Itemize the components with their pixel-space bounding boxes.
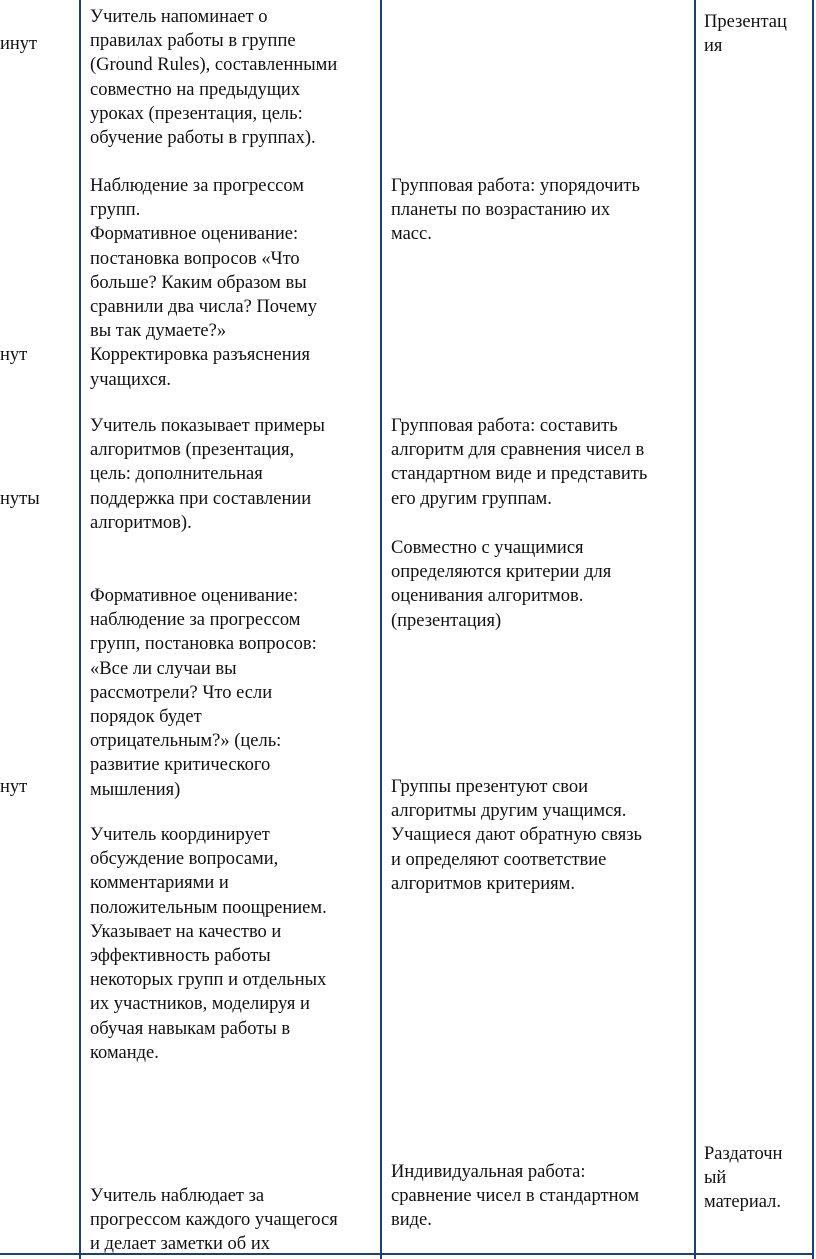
teacher-activity-text: Формативное оценивание: наблюдение за прогрессом групп, постановка вопросов: «Все ли случаи вы рассмотрели? Что если порядок будет отрицательным?» (цель: развитие критического мышления) — [90, 586, 317, 800]
teacher-activity-text: Учитель показывает примеры алгоритмов (презентация, цель: дополнительная поддержка при составлении алгоритмов). — [90, 416, 325, 533]
resource-text: Презентац ия — [704, 12, 787, 57]
teacher-activity-text: Наблюдение за прогрессом групп. Формативное оценивание: постановка вопросов «Что больше? Каким образом вы сравнили два числа? Почему вы так думаете?» Корректировка разъяснения учащихся. — [90, 176, 318, 390]
column-border — [380, 0, 382, 1259]
student-activity-text: Группы презентуют свои алгоритмы другим учащимся. Учащиеся дают обратную связь и определяют соответствие алгоритмов критериям. — [391, 777, 642, 894]
column-border — [812, 0, 814, 1259]
time-label: нут — [0, 777, 28, 797]
resource-text: Раздаточн ый материал. — [704, 1144, 783, 1213]
time-label: инут — [0, 34, 38, 54]
time-label: нуты — [0, 489, 40, 509]
teacher-activity-text: Учитель наблюдает за прогрессом каждого учащегося и делает заметки об их — [90, 1186, 338, 1255]
column-border — [79, 0, 81, 1259]
student-activity-text: Совместно с учащимися определяются критерии для оценивания алгоритмов. (презентация) — [391, 538, 612, 631]
time-label: нут — [0, 345, 28, 365]
student-activity-text: Индивидуальная работа: сравнение чисел в стандартном виде. — [391, 1162, 640, 1231]
student-activity-text: Групповая работа: составить алгоритм для сравнения чисел в стандартном виде и представить его другим группам. — [391, 416, 648, 509]
student-activity-text: Групповая работа: упорядочить планеты по возрастанию их масс. — [391, 176, 640, 245]
teacher-activity-text: Учитель координирует обсуждение вопросами, комментариями и положительным поощрением. Указывает на качество и эффективность работы некоторых групп и отдельных их участников, моделируя и обучая навыкам работы в команде. — [90, 825, 327, 1063]
teacher-activity-text: Учитель напоминает о правилах работы в группе (Ground Rules), составленными совместно на предыдущих уроках (презентация, цель: обучение работы в группах). — [90, 7, 338, 149]
column-border — [694, 0, 696, 1259]
